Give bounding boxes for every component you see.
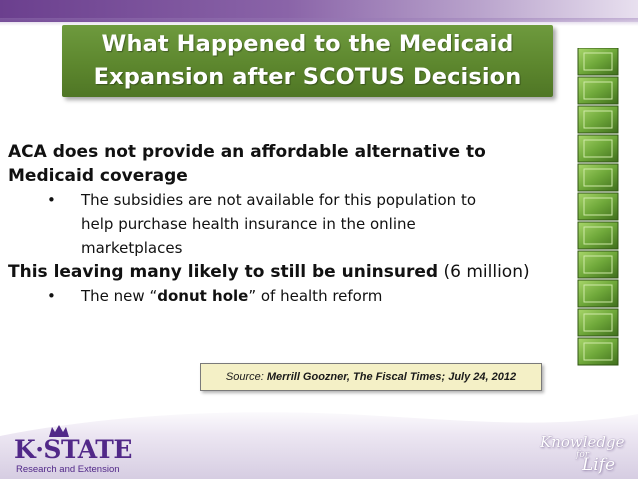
point-1 xyxy=(8,140,583,188)
logo-text: K·STATE xyxy=(14,435,132,464)
kstate-logo xyxy=(14,424,164,474)
tagline-life: Life xyxy=(582,455,616,475)
source-label: Source: xyxy=(225,371,267,383)
sub-point-2 xyxy=(8,284,583,308)
tagline xyxy=(540,433,630,475)
bullet-icon: • xyxy=(47,287,56,305)
sub-point-1-line-3: marketplaces xyxy=(81,239,183,257)
source-citation xyxy=(200,363,542,391)
source-text: Merrill Goozner, The Fiscal Times; July 24, 2012 xyxy=(266,371,517,383)
title-line-2: Expansion after SCOTUS Decision xyxy=(93,64,522,90)
sub-point-1 xyxy=(8,188,583,260)
sub-point-2-suffix: of health reform xyxy=(256,287,383,305)
slide-title xyxy=(62,25,553,97)
tagline-knowledge: Knowledge xyxy=(540,433,625,451)
sub-point-2-prefix: The new xyxy=(81,287,150,305)
slide-body xyxy=(8,140,583,308)
sub-point-2-bold: donut hole xyxy=(157,287,249,305)
point-2-bold-text: This leaving many likely to still be uninsured xyxy=(8,262,439,282)
sub-point-1-line-2: help purchase health insurance in the online xyxy=(81,215,416,233)
logo-subtext: Research and Extension xyxy=(16,464,120,475)
tagline-for: for xyxy=(576,450,590,460)
point-2 xyxy=(8,260,583,284)
sub-point-1-line-1: The subsidies are not available for this population to xyxy=(81,191,477,209)
point-1-line-2: Medicaid coverage xyxy=(8,166,188,186)
sub-point-2-close-quote: ” xyxy=(248,287,257,305)
point-1-line-1: ACA does not provide an affordable alternative to xyxy=(8,142,486,162)
title-line-1: What Happened to the Medicaid xyxy=(101,31,514,57)
bullet-icon: • xyxy=(47,191,56,209)
point-2-count: (6 million) xyxy=(438,262,530,282)
sub-point-2-open-quote: “ xyxy=(149,287,158,305)
